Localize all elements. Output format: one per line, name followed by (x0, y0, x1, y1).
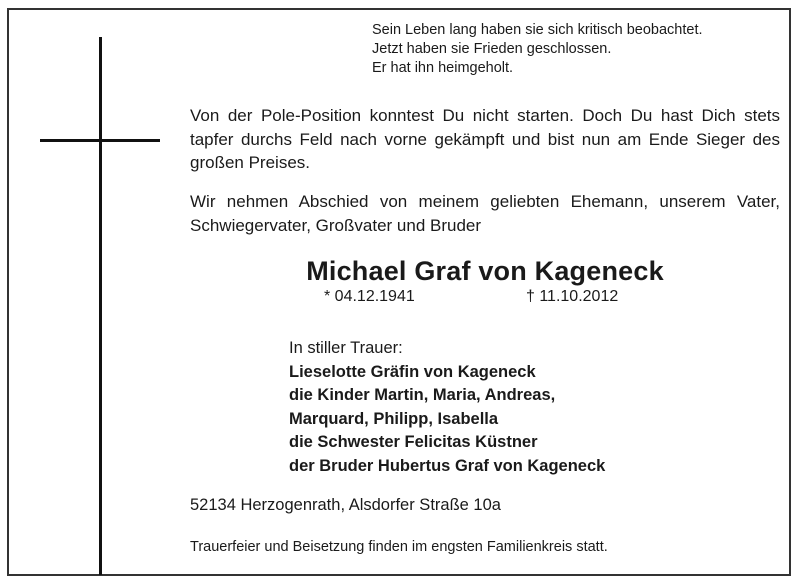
motto-line: Jetzt haben sie Frieden geschlossen. (372, 41, 612, 57)
motto-line: Sein Leben lang haben sie sich kritisch beobachtet. (372, 22, 703, 38)
mourning-label: In stiller Trauer: (289, 339, 403, 357)
family-address: 52134 Herzogenrath, Alsdorfer Straße 10a (190, 496, 501, 514)
mourner-line: die Schwester Felicitas Küstner (289, 433, 538, 451)
motto (372, 21, 792, 78)
mourner-line: der Bruder Hubertus Graf von Kageneck (289, 456, 606, 475)
mourner-line: Lieselotte Gräfin von Kageneck (289, 362, 536, 381)
mourner-line: Marquard, Philipp, Isabella (289, 409, 499, 428)
death-date: † 11.10.2012 (526, 288, 619, 305)
mourner-line: die Kinder Martin, Maria, Andreas, (289, 386, 556, 404)
motto-line: Er hat ihn heimgeholt. (372, 60, 514, 76)
deceased-name: Michael Graf von Kageneck (306, 256, 664, 286)
intro-text: Von der Pole-Position konntest Du nicht starten. Doch Du hast Dich stets tapfer durchs Feld nach vorne gekämpft und bist nun am Ende Sieger des großen Preises. (190, 106, 780, 172)
cross-icon-vertical (99, 37, 102, 575)
birth-date: * 04.12.1941 (324, 288, 415, 305)
farewell-text: Wir nehmen Abschied von meinem geliebten Ehemann, unserem Vater, Schwiegervater, Großvater und Bruder (190, 192, 780, 235)
mourners-block (289, 337, 605, 478)
funeral-notice: Trauerfeier und Beisetzung finden im engsten Familienkreis statt. (190, 539, 608, 555)
cross-icon-horizontal (40, 139, 160, 142)
